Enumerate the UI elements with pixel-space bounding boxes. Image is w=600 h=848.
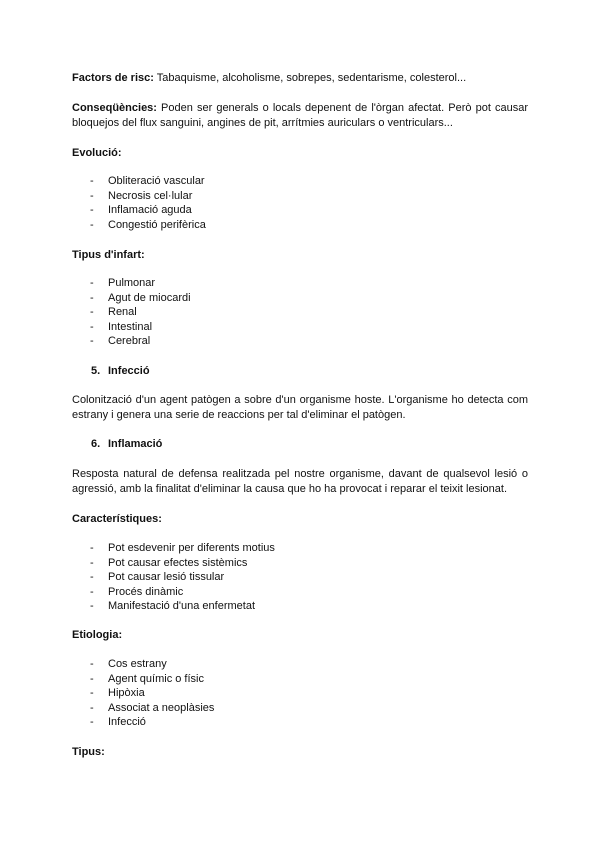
list-dash: - — [90, 189, 94, 202]
consequences-text: Poden ser generals o locals depenent de l'òrgan afectat. Però pot causar bloquejos del flux sanguini, angines de pit, arrítmies auriculars o ventriculars... — [72, 102, 528, 129]
section-6-title: Inflamació — [108, 438, 163, 450]
infarct-types-heading: Tipus d'infart: — [72, 249, 145, 261]
list-item: - Infecció — [90, 716, 146, 729]
list-dash: - — [90, 701, 94, 714]
list-item: - Procés dinàmic — [90, 585, 184, 598]
list-item: - Pot esdevenir per diferents motius — [90, 542, 275, 554]
evolution-list — [72, 174, 528, 232]
list-dash: - — [90, 277, 94, 289]
section-5-paragraph: Colonització d'un agent patògen a sobre d'un organisme hoste. L'organisme ho detecta com estrany i genera una serie de reaccions per tal d'eliminar el patògen. — [72, 394, 528, 421]
consequences-label: Conseqüències: — [72, 102, 157, 114]
list-item: - Pot causar lesió tissular — [90, 571, 225, 584]
list-item: - Hipòxia — [90, 687, 145, 700]
list-dash: - — [90, 658, 94, 670]
list-item: - Inflamació aguda — [90, 204, 192, 217]
evolution-heading: Evolució: — [72, 147, 122, 159]
etiology-heading: Etiologia: — [72, 629, 123, 641]
section-5-title: Infecció — [108, 365, 150, 377]
list-item: - Pot causar efectes sistèmics — [90, 556, 248, 569]
list-item: - Agent químic o físic — [90, 672, 204, 685]
list-dash: - — [90, 335, 94, 348]
list-dash: - — [90, 291, 94, 304]
section-5-number: 5. — [91, 365, 101, 377]
list-dash: - — [90, 306, 94, 319]
list-dash: - — [90, 542, 94, 554]
types-heading: Tipus: — [72, 746, 105, 758]
list-dash: - — [90, 218, 94, 231]
characteristics-heading: Característiques: — [72, 513, 162, 525]
risk-factors-paragraph — [72, 71, 528, 86]
list-dash: - — [90, 716, 94, 729]
risk-factors-label: Factors de risc: — [72, 72, 154, 84]
risk-factors-text: Tabaquisme, alcoholisme, sobrepes, sedentarisme, colesterol... — [153, 72, 467, 84]
list-item: - Necrosis cel·lular — [90, 189, 193, 202]
section-6-paragraph: Resposta natural de defensa realitzada pel nostre organisme, davant de qualsevol lesió o agressió, amb la finalitat d'eliminar la causa que ho ha provocat i reparar el teixit lesionat. — [72, 468, 528, 495]
section-6-number: 6. — [91, 438, 101, 450]
list-item: - Cos estrany — [90, 658, 167, 670]
list-dash: - — [90, 204, 94, 217]
list-item: - Pulmonar — [90, 277, 156, 289]
list-item: - Associat a neoplàsies — [90, 701, 215, 714]
list-dash: - — [90, 175, 94, 187]
list-dash: - — [90, 672, 94, 685]
list-item: - Intestinal — [90, 320, 153, 333]
list-dash: - — [90, 571, 94, 584]
list-dash: - — [90, 600, 94, 613]
list-dash: - — [90, 556, 94, 569]
characteristics-list — [72, 541, 528, 614]
etiology-list — [72, 657, 528, 730]
list-dash: - — [90, 687, 94, 700]
section-6-heading — [91, 437, 162, 452]
list-item: - Manifestació d'una enfermetat — [90, 600, 256, 613]
list-item: - Congestió perifèrica — [90, 218, 206, 231]
list-dash: - — [90, 320, 94, 333]
list-item: - Cerebral — [90, 335, 151, 348]
list-dash: - — [90, 585, 94, 598]
list-item: - Obliteració vascular — [90, 175, 205, 187]
list-item: - Agut de miocardi — [90, 291, 191, 304]
consequences-paragraph — [72, 101, 528, 131]
section-5-heading — [91, 364, 150, 379]
list-item: - Renal — [90, 306, 137, 319]
infarct-types-list — [72, 276, 528, 349]
